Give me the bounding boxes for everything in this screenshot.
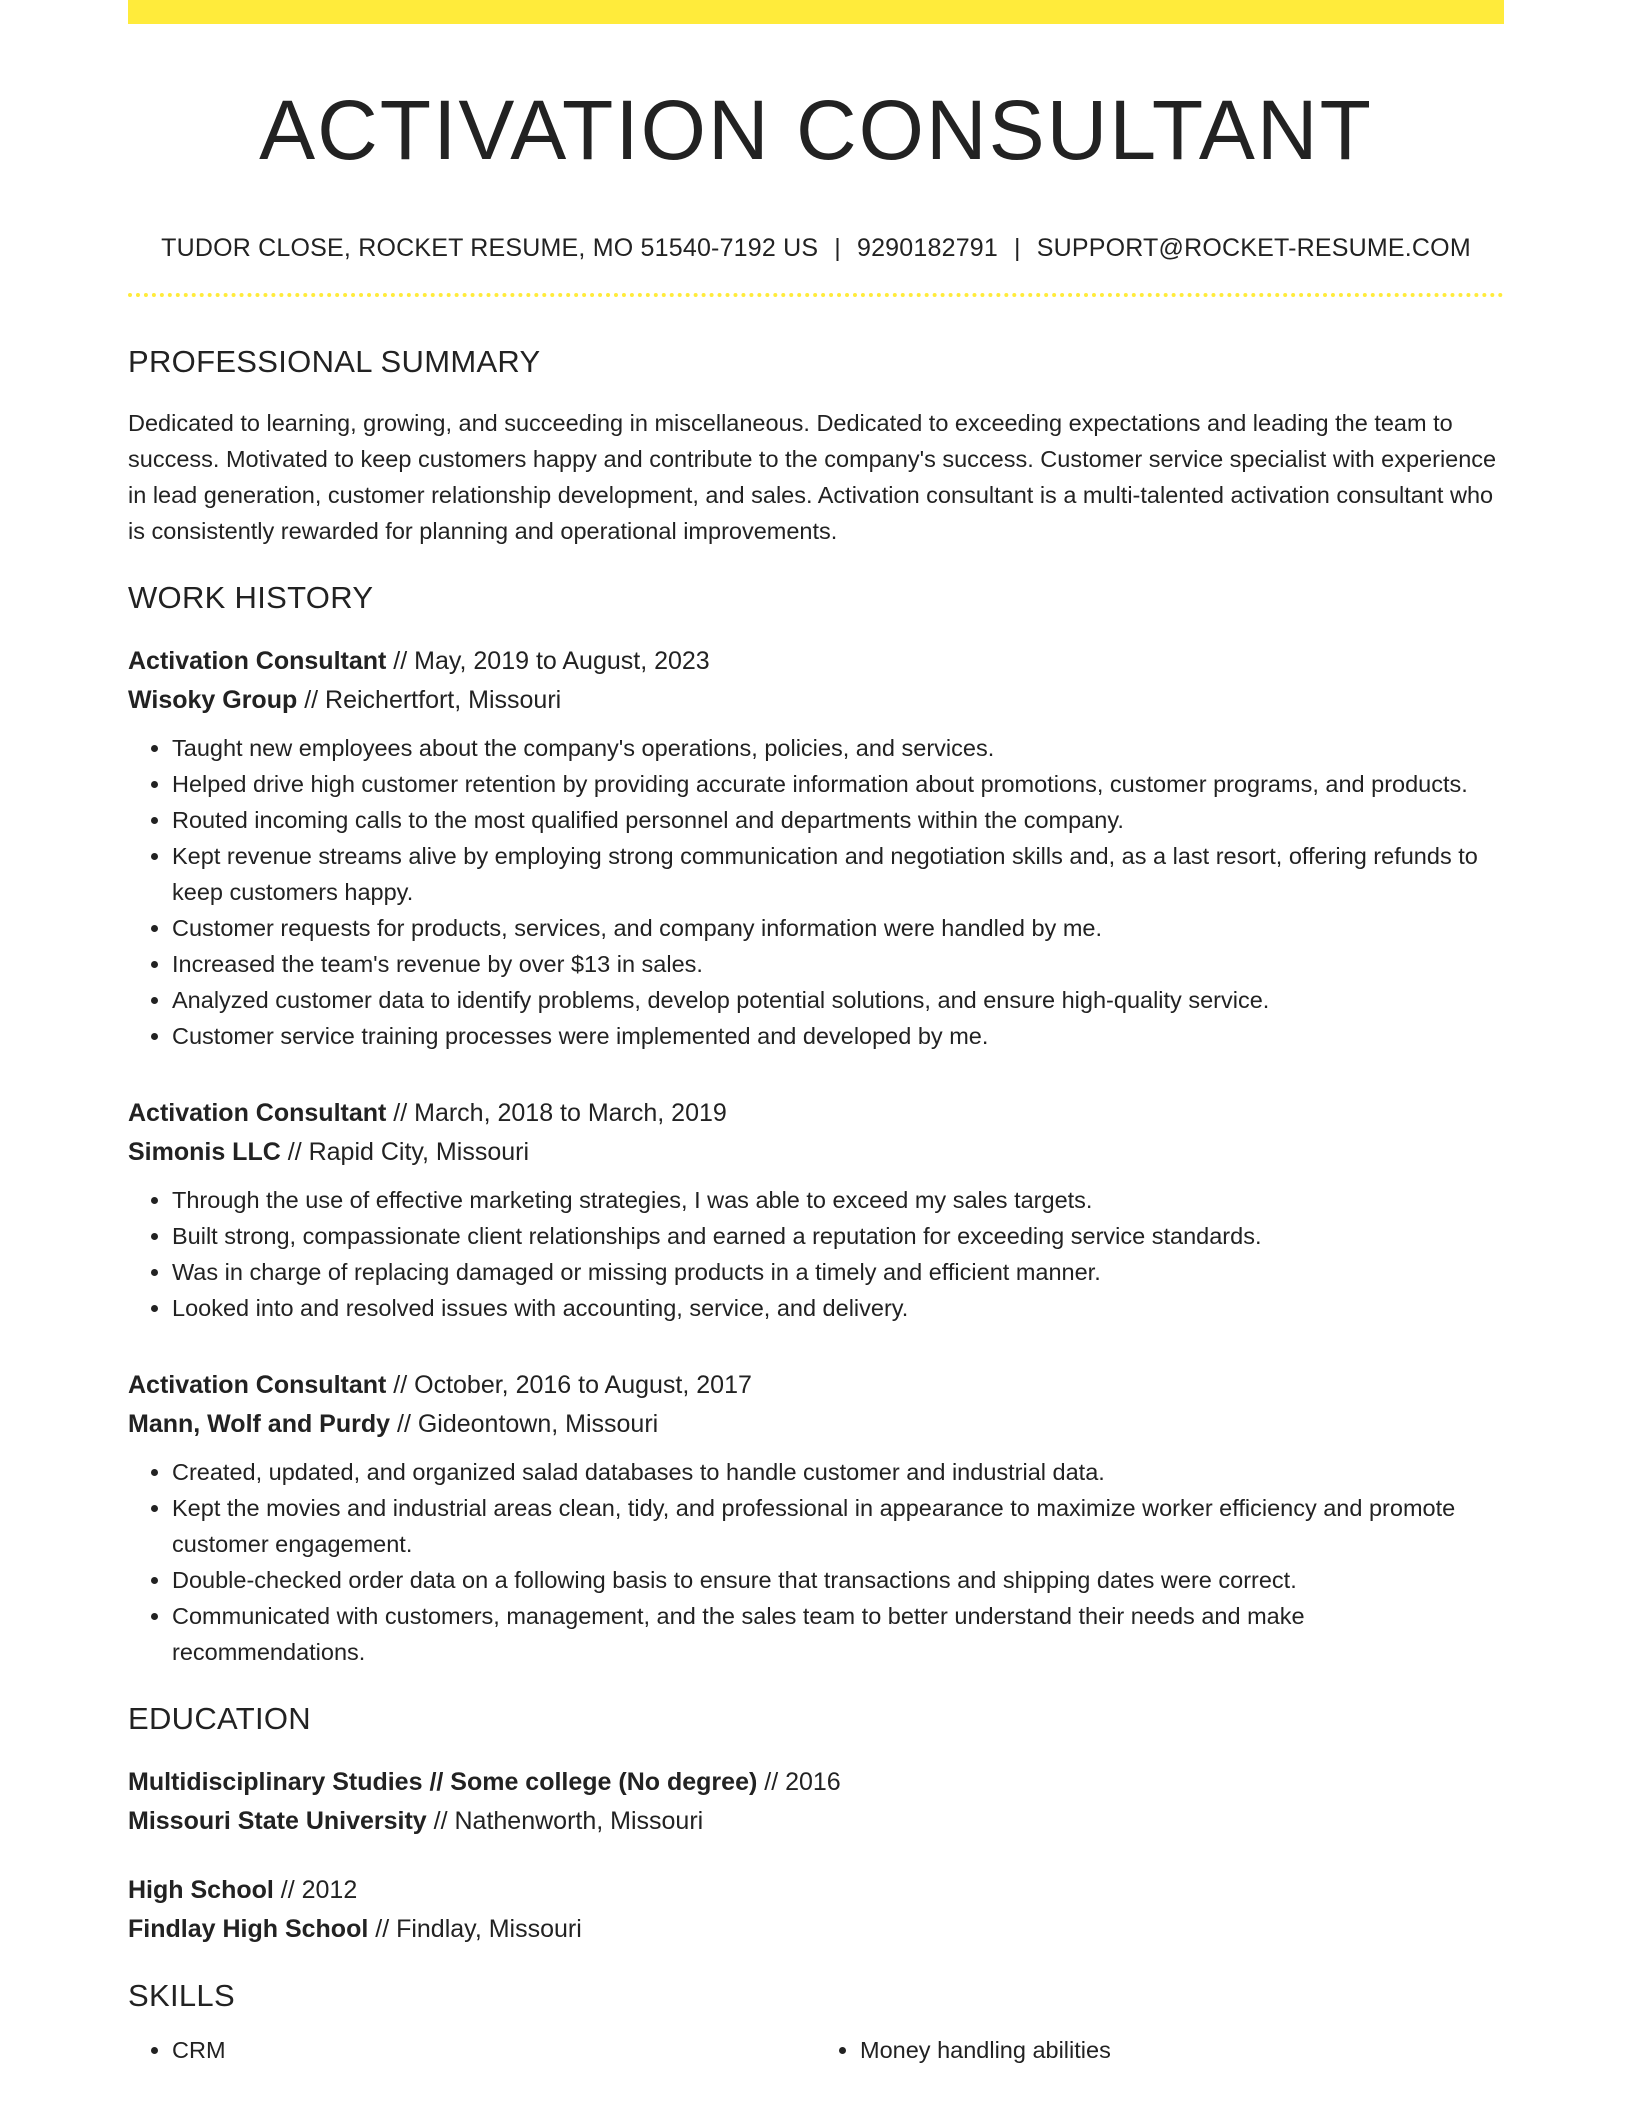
resume-page [128, 0, 1504, 2068]
job-bullets [128, 1454, 1504, 1670]
list-item: • Taught new employees about the company's operations, policies, and services. [172, 730, 1504, 766]
list-item: • Kept the movies and industrial areas clean, tidy, and professional in appearance to maximize worker efficiency and promote customer engagement. [172, 1490, 1504, 1562]
contact-separator: | [1014, 234, 1021, 263]
job-role-line [128, 1094, 1504, 1133]
list-item: • Money handling abilities [860, 2032, 1504, 2068]
list-item: • Helped drive high customer retention by providing accurate information about promotions, customer programs, and products. [172, 766, 1504, 802]
skills-column-left [128, 2032, 816, 2068]
job-employer: Wisoky Group [128, 685, 298, 714]
summary-text: Dedicated to learning, growing, and succeeding in miscellaneous. Dedicated to exceeding expectations and leading the team to success. Motivated to keep customers happy and contribute to the company's success. Customer service specialist with experience in lead generation, customer relationship development, and sales. Activation consultant is a multi-talented activation consultant who is consistently rewarded for planning and operational improvements. [128, 409, 1497, 544]
contact-phone: 9290182791 [856, 234, 999, 263]
list-item: • Created, updated, and organized salad databases to handle customer and industrial data. [172, 1454, 1504, 1490]
list-item: • Built strong, compassionate client relationships and earned a reputation for exceeding service standards. [172, 1218, 1504, 1254]
job-employer: Simonis LLC [128, 1137, 281, 1166]
list-item: • Customer service training processes were implemented and developed by me. [172, 1018, 1504, 1054]
job-bullets [128, 1182, 1504, 1326]
section-title: WORK HISTORY [128, 579, 374, 615]
education-school-line [128, 1802, 1504, 1841]
education-degree: High School [128, 1875, 274, 1904]
education-section [128, 1700, 1504, 1949]
list-item: • Increased the team's revenue by over $13 in sales. [172, 946, 1504, 982]
job-dates: // October, 2016 to August, 2017 [386, 1370, 752, 1399]
list-item: • Communicated with customers, management, and the sales team to better understand their needs and make recommendations. [172, 1598, 1504, 1670]
education-school: Missouri State University [128, 1806, 427, 1835]
education-entry [128, 1763, 1504, 1841]
job-employer-line [128, 1133, 1504, 1172]
contact-address: TUDOR CLOSE, ROCKET RESUME, MO 51540-7192 US [161, 234, 819, 263]
job-employer-line [128, 681, 1504, 720]
list-item: • Was in charge of replacing damaged or missing products in a timely and efficient manner. [172, 1254, 1504, 1290]
job-location: // Rapid City, Missouri [280, 1137, 530, 1166]
job-role-line [128, 1366, 1504, 1405]
education-year: // 2012 [273, 1875, 358, 1904]
skills-section [128, 1977, 1504, 2068]
education-location: // Findlay, Missouri [368, 1914, 582, 1943]
contact-line [128, 234, 1504, 263]
job-employer: Mann, Wolf and Purdy [128, 1409, 391, 1438]
header-divider [128, 293, 1504, 297]
skills-column-right [816, 2032, 1504, 2068]
section-title: SKILLS [128, 1977, 235, 2013]
list-item: • Kept revenue streams alive by employing strong communication and negotiation skills and, as a last resort, offering refunds to keep customers happy. [172, 838, 1504, 910]
job-role: Activation Consultant [128, 646, 387, 675]
job-dates: // May, 2019 to August, 2023 [386, 646, 710, 675]
job-entry [128, 1094, 1504, 1326]
list-item: • Double-checked order data on a following basis to ensure that transactions and shipping dates were correct. [172, 1562, 1504, 1598]
job-location: // Gideontown, Missouri [390, 1409, 659, 1438]
education-year: // 2016 [757, 1767, 841, 1796]
job-location: // Reichertfort, Missouri [297, 685, 562, 714]
job-role-line [128, 642, 1504, 681]
list-item: • Looked into and resolved issues with accounting, service, and delivery. [172, 1290, 1504, 1326]
education-school: Findlay High School [128, 1914, 369, 1943]
resume-name: ACTIVATION CONSULTANT [259, 83, 1373, 177]
accent-bar [128, 0, 1504, 24]
summary-section [128, 343, 1504, 548]
job-bullets [128, 730, 1504, 1054]
education-school-line [128, 1910, 1504, 1949]
section-title: PROFESSIONAL SUMMARY [128, 344, 541, 380]
skills-columns [128, 2032, 1504, 2068]
education-entry [128, 1871, 1504, 1949]
list-item: • Routed incoming calls to the most qualified personnel and departments within the company. [172, 802, 1504, 838]
education-degree: Multidisciplinary Studies // Some college (No degree) [128, 1767, 758, 1796]
work-history-section [128, 579, 1504, 1670]
job-entry [128, 1366, 1504, 1670]
list-item: • CRM [172, 2032, 816, 2068]
education-location: // Nathenworth, Missouri [426, 1806, 704, 1835]
list-item: • Analyzed customer data to identify problems, develop potential solutions, and ensure high-quality service. [172, 982, 1504, 1018]
list-item: • Through the use of effective marketing strategies, I was able to exceed my sales targets. [172, 1182, 1504, 1218]
contact-email: SUPPORT@ROCKET-RESUME.COM [1036, 234, 1471, 263]
contact-separator: | [834, 234, 841, 263]
job-employer-line [128, 1405, 1504, 1444]
job-dates: // March, 2018 to March, 2019 [386, 1098, 727, 1127]
job-entry [128, 642, 1504, 1054]
education-degree-line [128, 1763, 1504, 1802]
section-title: EDUCATION [128, 1700, 311, 1736]
job-role: Activation Consultant [128, 1370, 387, 1399]
education-degree-line [128, 1871, 1504, 1910]
job-role: Activation Consultant [128, 1098, 387, 1127]
list-item: • Customer requests for products, services, and company information were handled by me. [172, 910, 1504, 946]
